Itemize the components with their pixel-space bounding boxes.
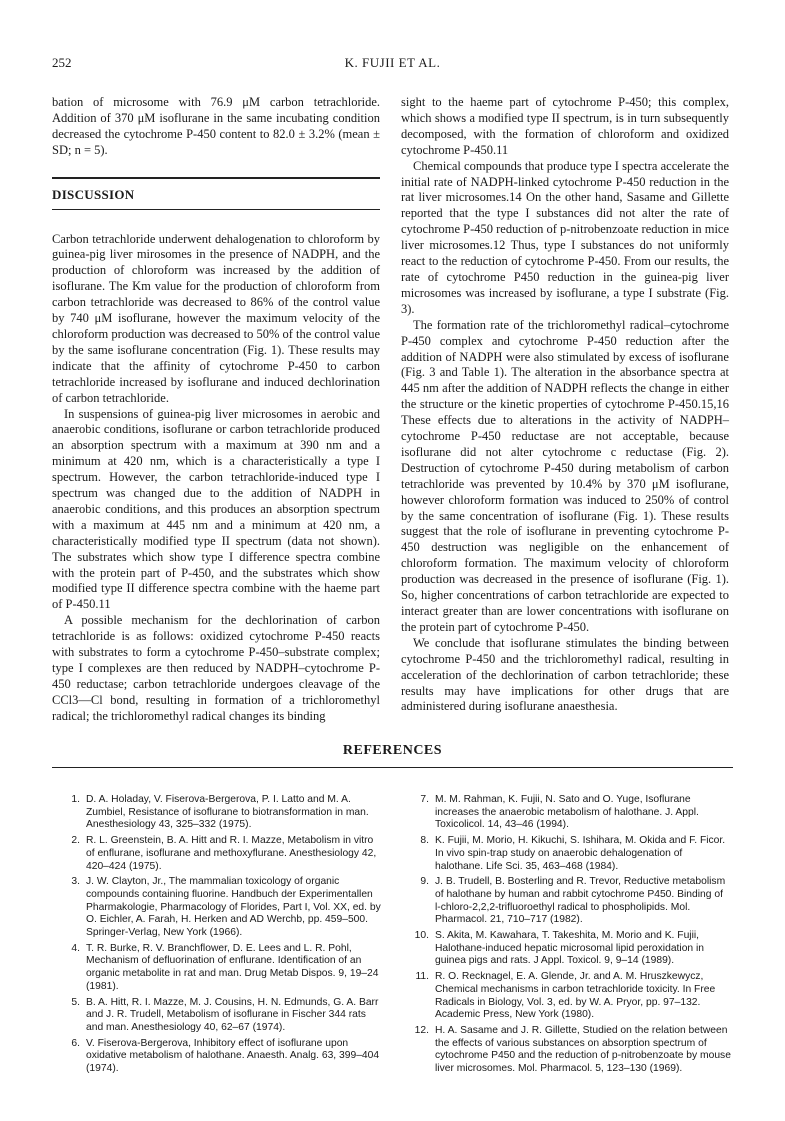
running-title: K. FUJII ET AL. (344, 55, 441, 70)
reference-item (401, 876, 731, 927)
reference-item (401, 971, 731, 1022)
section-rule-top (52, 177, 380, 179)
reference-number: 1. (71, 794, 80, 805)
reference-text: M. M. Rahman, K. Fujii, N. Sato and O. Yuge, Isoflurane increases the anaerobic metabolism of halothane. J. Appl. Toxicolicol. 14, 43–46 (1994). (435, 794, 699, 831)
reference-text: H. A. Sasame and J. R. Gillette, Studied on the relation between the effects of various substances on absorption spectrum of cytochrome P450 and the reduction of p-nitrobenzoate by mouse liver microsomes. Mol. Pharmacol. 5, 123–130 (1969). (435, 1024, 731, 1075)
reference-item (52, 943, 382, 994)
running-head (52, 55, 733, 75)
reference-item (52, 794, 382, 832)
discussion-paragraph-6: The formation rate of the trichloromethyl radical–cytochrome P-450 complex and cytochrome P-450 reduction after the addition of NADPH were also stimulated by excess of isoflurane (Fig. 3 and Table 1). The alteration in the absorbance spectra at 445 nm after the addition of NADPH reflects the change in either the structure or the kinetic properties of cytochrome P-450.15,16 These effects due to alterations in the activity of NADPH–cytochrome P-450 reductase are not acceptable, because isoflurane did not alter cytochrome c reductase (Fig. 2). Destruction of cytochrome P-450 during metabolism of carbon tetrachloride was prevented by 10.4% by 370 μM isoflurane, however chloroform formation was induced to 250% of control by the same concentration of isoflurane (Fig. 1). These results suggest that the role of isoflurane in preventing cytochrome P-450 destruction was negligible on the enhancement of chloroform formation. The maximum velocity of chloroform production was decreased in the presence of isoflurane (Fig. 1). So, higher concentrations of carbon tetrachloride are expected to interact greater than are lower concentrations with isoflurane on the protein part of cytochrome P-450. (401, 317, 729, 634)
reference-item (52, 1038, 382, 1076)
reference-text: S. Akita, M. Kawahara, T. Takeshita, M. Morio and K. Fujii, Halothane-induced hepatic microsomal lipid peroxidation in guinea pigs and rats. J Appl. Toxicol. 9, 9–14 (1989). (435, 930, 705, 967)
reference-number: 6. (71, 1037, 80, 1049)
section-rule-bottom (52, 209, 380, 210)
left-column (52, 95, 380, 725)
reference-number: 9. (420, 876, 429, 888)
reference-number: 4. (71, 942, 80, 954)
reference-text: T. R. Burke, R. V. Branchflower, D. E. Lees and L. R. Pohl, Mechanism of defluorination of enflurane. Identification of an organic metabolite in rat and man. Drug Metab Dispos. 9, 19–24 (1981). (86, 942, 379, 992)
reference-number: 11. (415, 971, 429, 983)
references-rule (52, 767, 733, 768)
discussion-paragraph-3: A possible mechanism for the dechlorination of carbon tetrachloride is as follows: oxidized cytochrome P-450 reacts with substrates to form a cytochrome P-450–substrate complex; type I complexes are then reduced by NADPH–cytochrome P-450 reductase; carbon tetrachloride undergoes cleavage of the CCl3—Cl bond, resulting in formation of a trichloromethyl radical; the trichloromethyl radical changes its binding (52, 613, 380, 723)
reference-text: J. B. Trudell, B. Bosterling and R. Trevor, Reductive metabolism of halothane by human and rabbit cytochrome P450. Binding of l-chloro-2,2,2-trifluoroethyl radical to phospholipids. Mol. Pharmacol. 21, 710–717 (1982). (435, 876, 726, 926)
reference-item (401, 930, 731, 968)
reference-number: 3. (71, 876, 80, 888)
reference-text: R. O. Recknagel, E. A. Glende, Jr. and A. M. Hruszkewycz, Chemical mechanisms in carbon tetrachloride toxicity. In Free Radicals in Biology, Vol. 3, ed. by W. A. Pryor, pp. 97–132. Academic Press, New York (1980). (435, 971, 716, 1021)
references-left-column (52, 794, 382, 1079)
discussion-paragraph-5: Chemical compounds that produce type I spectra accelerate the initial rate of NADPH-linked cytochrome P-450 reduction in the rat liver microsomes.14 On the other hand, Sasame and Gillette reported that the type I substances did not alter the rate of cytochrome P-450 reduction of p-nitrobenzoate reduction in mice liver microsomes.12 Thus, type I substances do not uniformly react to the reduction of cytochrome P-450. From our results, the rate of cytochrome P450 reduction in the guinea-pig liver microsomes was increased by isoflurane, a type I substrate (Fig. 3). (401, 158, 730, 316)
reference-item (52, 835, 382, 873)
references-heading: REFERENCES (342, 743, 443, 758)
reference-number: 10. (414, 930, 429, 942)
discussion-paragraph-1: Carbon tetrachloride underwent dehalogenation to chloroform by guinea-pig liver mirosomes in the presence of NADPH, and the production of chloroform was increased by the addition of isoflurane. The Km value for the production of chloroform from carbon tetrachloride was decreased to 86% of the control value by 740 μM isoflurane, however the maximum velocity of the chloroform production was decreased to 50% of the control value by the same isoflurane concentration (Fig. 1). These results may indicate that the affinity of cytochrome P-450 to carbon tetrachloride increased by isoflurane and induced dechlorination of carbon tetrachloride. (52, 231, 381, 405)
reference-item (401, 1025, 731, 1076)
reference-number: 2. (71, 835, 80, 847)
references-right-column (401, 794, 731, 1079)
reference-text: K. Fujii, M. Morio, H. Kikuchi, S. Ishihara, M. Okida and F. Ficor. In vivo spin-trap study on anaerobic dehalogenation of halothane. Life Sci. 35, 463–468 (1984). (435, 835, 726, 872)
discussion-heading: DISCUSSION (52, 186, 135, 202)
page-number: 252 (52, 55, 72, 70)
discussion-paragraph-4: sight to the haeme part of cytochrome P-450; this complex, which shows a modified type II spectrum, is in turn subsequently decomposed, with the formation of chloroform and oxidized cytochrome P-450.11 (401, 95, 729, 157)
reference-text: V. Fiserova-Bergerova, Inhibitory effect of isoflurane upon oxidative metabolism of halothane. Anaesth. Analg. 63, 399–404 (1974). (86, 1037, 380, 1075)
reference-item (401, 835, 731, 873)
reference-item (52, 876, 382, 940)
reference-number: 12. (414, 1024, 429, 1036)
reference-text: R. L. Greenstein, B. A. Hitt and R. I. Mazze, Metabolism in vitro of enflurane, isoflurane and methoxyflurane. Anesthesiology 42, 420–424 (1975). (86, 835, 377, 872)
results-paragraph-end: bation of microsome with 76.9 μM carbon tetrachloride. Addition of 370 μM isoflurane in the same incubating condition decreased the cytochrome P-450 content to 82.0 ± 3.2% (mean ± SD; n = 5). (52, 95, 380, 157)
reference-item (52, 997, 382, 1035)
reference-number: 5. (71, 996, 80, 1008)
discussion-paragraph-2: In suspensions of guinea-pig liver microsomes in aerobic and anaerobic conditions, isoflurane or carbon tetrachloride produced an absorption spectrum with a maximum at 390 nm and a minimum at 420 nm, which is a characteristically a type I spectrum. However, the carbon tetrachloride-induced type I spectrum was changed due to the addition of NADPH in anaerobic conditions, and this produces an absorption spectrum with a maximum at 445 nm and a minimum at 420 nm, a characteristically modified type II spectrum (data not shown). The substrates which show type I difference spectra combine with the protein part of P-450, and the substrates which show modified type II difference spectra combine with the haeme part of P-450.11 (52, 406, 380, 612)
conclusion-paragraph: We conclude that isoflurane stimulates the binding between cytochrome P-450 and the trichloromethyl radical, resulting in acceleration of the dechlorination of carbon tetrachloride; these results may have implications for other drugs that are administered during isoflurane anaesthesia. (401, 635, 729, 714)
reference-number: 7. (420, 794, 429, 805)
right-column (401, 95, 729, 715)
reference-number: 8. (420, 835, 429, 847)
reference-text: B. A. Hitt, R. I. Mazze, M. J. Cousins, H. N. Edmunds, G. A. Barr and J. R. Trudell, Metabolism of isoflurane in Fischer 344 rats and man. Anesthesiology 40, 62–67 (1974). (86, 996, 379, 1033)
reference-item (401, 794, 731, 832)
reference-text: D. A. Holaday, V. Fiserova-Bergerova, P. I. Latto and M. A. Zumbiel, Resistance of isoflurane to biotransformation in man. Anesthesiology 43, 325–332 (1975). (86, 794, 369, 831)
reference-text: J. W. Clayton, Jr., The mammalian toxicology of organic compounds containing fluorine. Handbuch der Experimentallen Pharmakologie, Pharmacology of Florides, Part I, Vol. XX, ed. by O. Eichler, A. Farah, H. Herken and AD Werchb, pp. 459–500. Springer-Verlag, New York (1966). (86, 876, 381, 939)
